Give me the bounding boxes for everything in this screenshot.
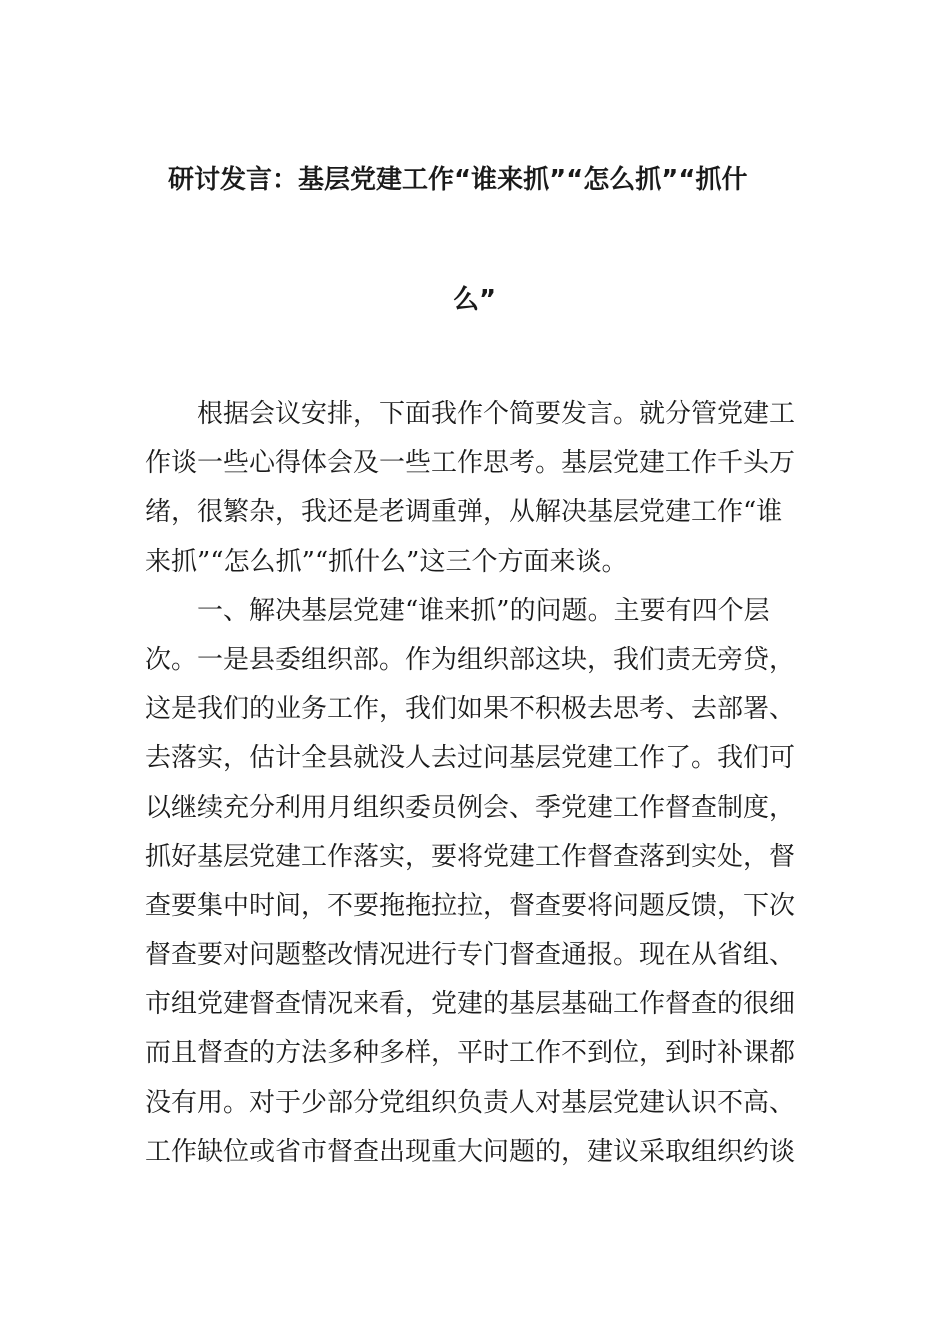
paragraph-line: 工作缺位或省市督查出现重大问题的，建议采取组织约谈 xyxy=(145,1136,796,1167)
paragraph-line: 去落实，估计全县就没人去过问基层党建工作了。我们可 xyxy=(145,743,796,774)
document-title-line-1: 研讨发言：基层党建工作“谁来抓”“怎么抓”“抓什 xyxy=(168,165,748,195)
paragraph-line: 以继续充分利用月组织委员例会、季党建工作督查制度， xyxy=(145,792,796,823)
paragraph-line: 督查要对问题整改情况进行专门督查通报。现在从省组、 xyxy=(145,940,796,971)
paragraph-line: 没有用。对于少部分党组织负责人对基层党建认识不高、 xyxy=(145,1087,796,1118)
paragraph-line: 根据会议安排，下面我作个简要发言。就分管党建工 xyxy=(197,399,796,429)
paragraph-line: 抓好基层党建工作落实，要将党建工作督查落到实处，督 xyxy=(145,841,796,872)
paragraph-line: 作谈一些心得体会及一些工作思考。基层党建工作千头万 xyxy=(145,448,796,479)
paragraph-line: 次。一是县委组织部。作为组织部这块，我们责无旁贷， xyxy=(145,644,796,675)
paragraph-line: 绪，很繁杂，我还是老调重弹，从解决基层党建工作“谁 xyxy=(145,497,783,528)
paragraph-line: 而且督查的方法多种多样，平时工作不到位，到时补课都 xyxy=(145,1038,796,1069)
document-body xyxy=(145,396,807,1183)
paragraph-line: 查要集中时间，不要拖拖拉拉，督查要将问题反馈，下次 xyxy=(145,890,796,921)
paragraph-line: 这是我们的业务工作，我们如果不积极去思考、去部署、 xyxy=(145,694,796,725)
paragraph-line: 来抓”“怎么抓”“抓什么”这三个方面来谈。 xyxy=(145,546,628,577)
document-title-line-2: 么” xyxy=(453,285,497,315)
paragraph-line: 市组党建督查情况来看，党建的基层基础工作督查的很细 xyxy=(145,989,796,1020)
paragraph-line: 一、解决基层党建“谁来抓”的问题。主要有四个层 xyxy=(197,595,770,626)
